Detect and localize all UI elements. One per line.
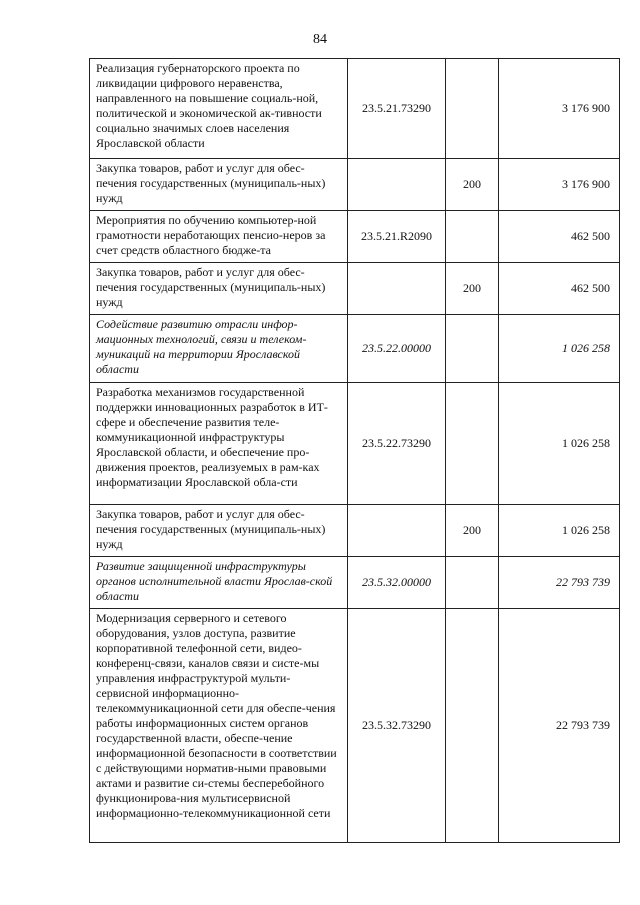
row-name-cell: Содействие развитию отрасли инфор-мационных технологий, связи и телеком-муникаций на территории Ярославской области [90, 315, 348, 383]
row-expense-type-cell [446, 59, 499, 159]
table-row [90, 263, 620, 315]
row-name-cell: Разработка механизмов государственной поддержки инновационных разработок в ИТ-сфере и обеспечение развития теле-коммуникационной инфраструктуры Ярославской области, и обеспечение про-движения проектов, реализуемых в рам-ках информатизации Ярославской обла-сти [90, 383, 348, 505]
row-amount-cell: 462 500 [499, 211, 620, 263]
row-amount-cell: 1 026 258 [499, 383, 620, 505]
row-name-cell: Развитие защищенной инфраструктуры органов исполнительной власти Ярослав-ской области [90, 557, 348, 609]
row-code-cell: 23.5.21.73290 [348, 59, 446, 159]
row-expense-type-cell: 200 [446, 263, 499, 315]
row-code-cell: 23.5.32.73290 [348, 609, 446, 843]
row-amount-cell: 1 026 258 [499, 315, 620, 383]
row-name-cell: Закупка товаров, работ и услуг для обес-печения государственных (муниципаль-ных) нужд [90, 263, 348, 315]
page-number: 84 [313, 32, 327, 47]
row-expense-type-cell [446, 211, 499, 263]
row-code-cell: 23.5.22.73290 [348, 383, 446, 505]
table-row [90, 609, 620, 843]
row-amount-cell: 22 793 739 [499, 557, 620, 609]
row-amount-cell: 3 176 900 [499, 159, 620, 211]
row-code-cell: 23.5.22.00000 [348, 315, 446, 383]
row-code-cell: 23.5.21.R2090 [348, 211, 446, 263]
row-expense-type-cell: 200 [446, 159, 499, 211]
table-row [90, 557, 620, 609]
row-expense-type-cell [446, 609, 499, 843]
row-name-cell: Реализация губернаторского проекта по ликвидации цифрового неравенства, направленного на повышение социаль-ной, политической и экономической ак-тивности социально значимых слоев населения Ярославской области [90, 59, 348, 159]
row-expense-type-cell: 200 [446, 505, 499, 557]
row-code-cell: 23.5.32.00000 [348, 557, 446, 609]
row-code-cell [348, 505, 446, 557]
row-expense-type-cell [446, 557, 499, 609]
row-amount-cell: 22 793 739 [499, 609, 620, 843]
row-expense-type-cell [446, 315, 499, 383]
row-name-cell: Мероприятия по обучению компьютер-ной грамотности неработающих пенсио-неров за счет средств областного бюдже-та [90, 211, 348, 263]
table-row [90, 59, 620, 159]
row-code-cell [348, 263, 446, 315]
row-code-cell [348, 159, 446, 211]
table-row [90, 383, 620, 505]
row-amount-cell: 1 026 258 [499, 505, 620, 557]
row-amount-cell: 3 176 900 [499, 59, 620, 159]
row-name-cell: Закупка товаров, работ и услуг для обес-печения государственных (муниципаль-ных) нужд [90, 505, 348, 557]
table-row [90, 211, 620, 263]
budget-table-body [90, 59, 620, 843]
table-row [90, 159, 620, 211]
row-name-cell: Модернизация серверного и сетевого оборудования, узлов доступа, развитие корпоративной телефонной сети, видео-конференц-связи, каналов связи и систе-мы управления инфраструктурой мульти-сервисной информационно-телекоммуникационной сети для обеспе-чения работы информационных систем органов государственной власти, обеспе-чение информационной безопасности в соответствии с действующими норматив-ными правовыми актами и развитие си-стемы бесперебойного функционирова-ния мультисервисной информационно-телекоммуникационной сети [90, 609, 348, 843]
row-name-cell: Закупка товаров, работ и услуг для обес-печения государственных (муниципаль-ных) нужд [90, 159, 348, 211]
budget-table [89, 58, 620, 843]
row-expense-type-cell [446, 383, 499, 505]
row-amount-cell: 462 500 [499, 263, 620, 315]
table-row [90, 505, 620, 557]
table-row [90, 315, 620, 383]
